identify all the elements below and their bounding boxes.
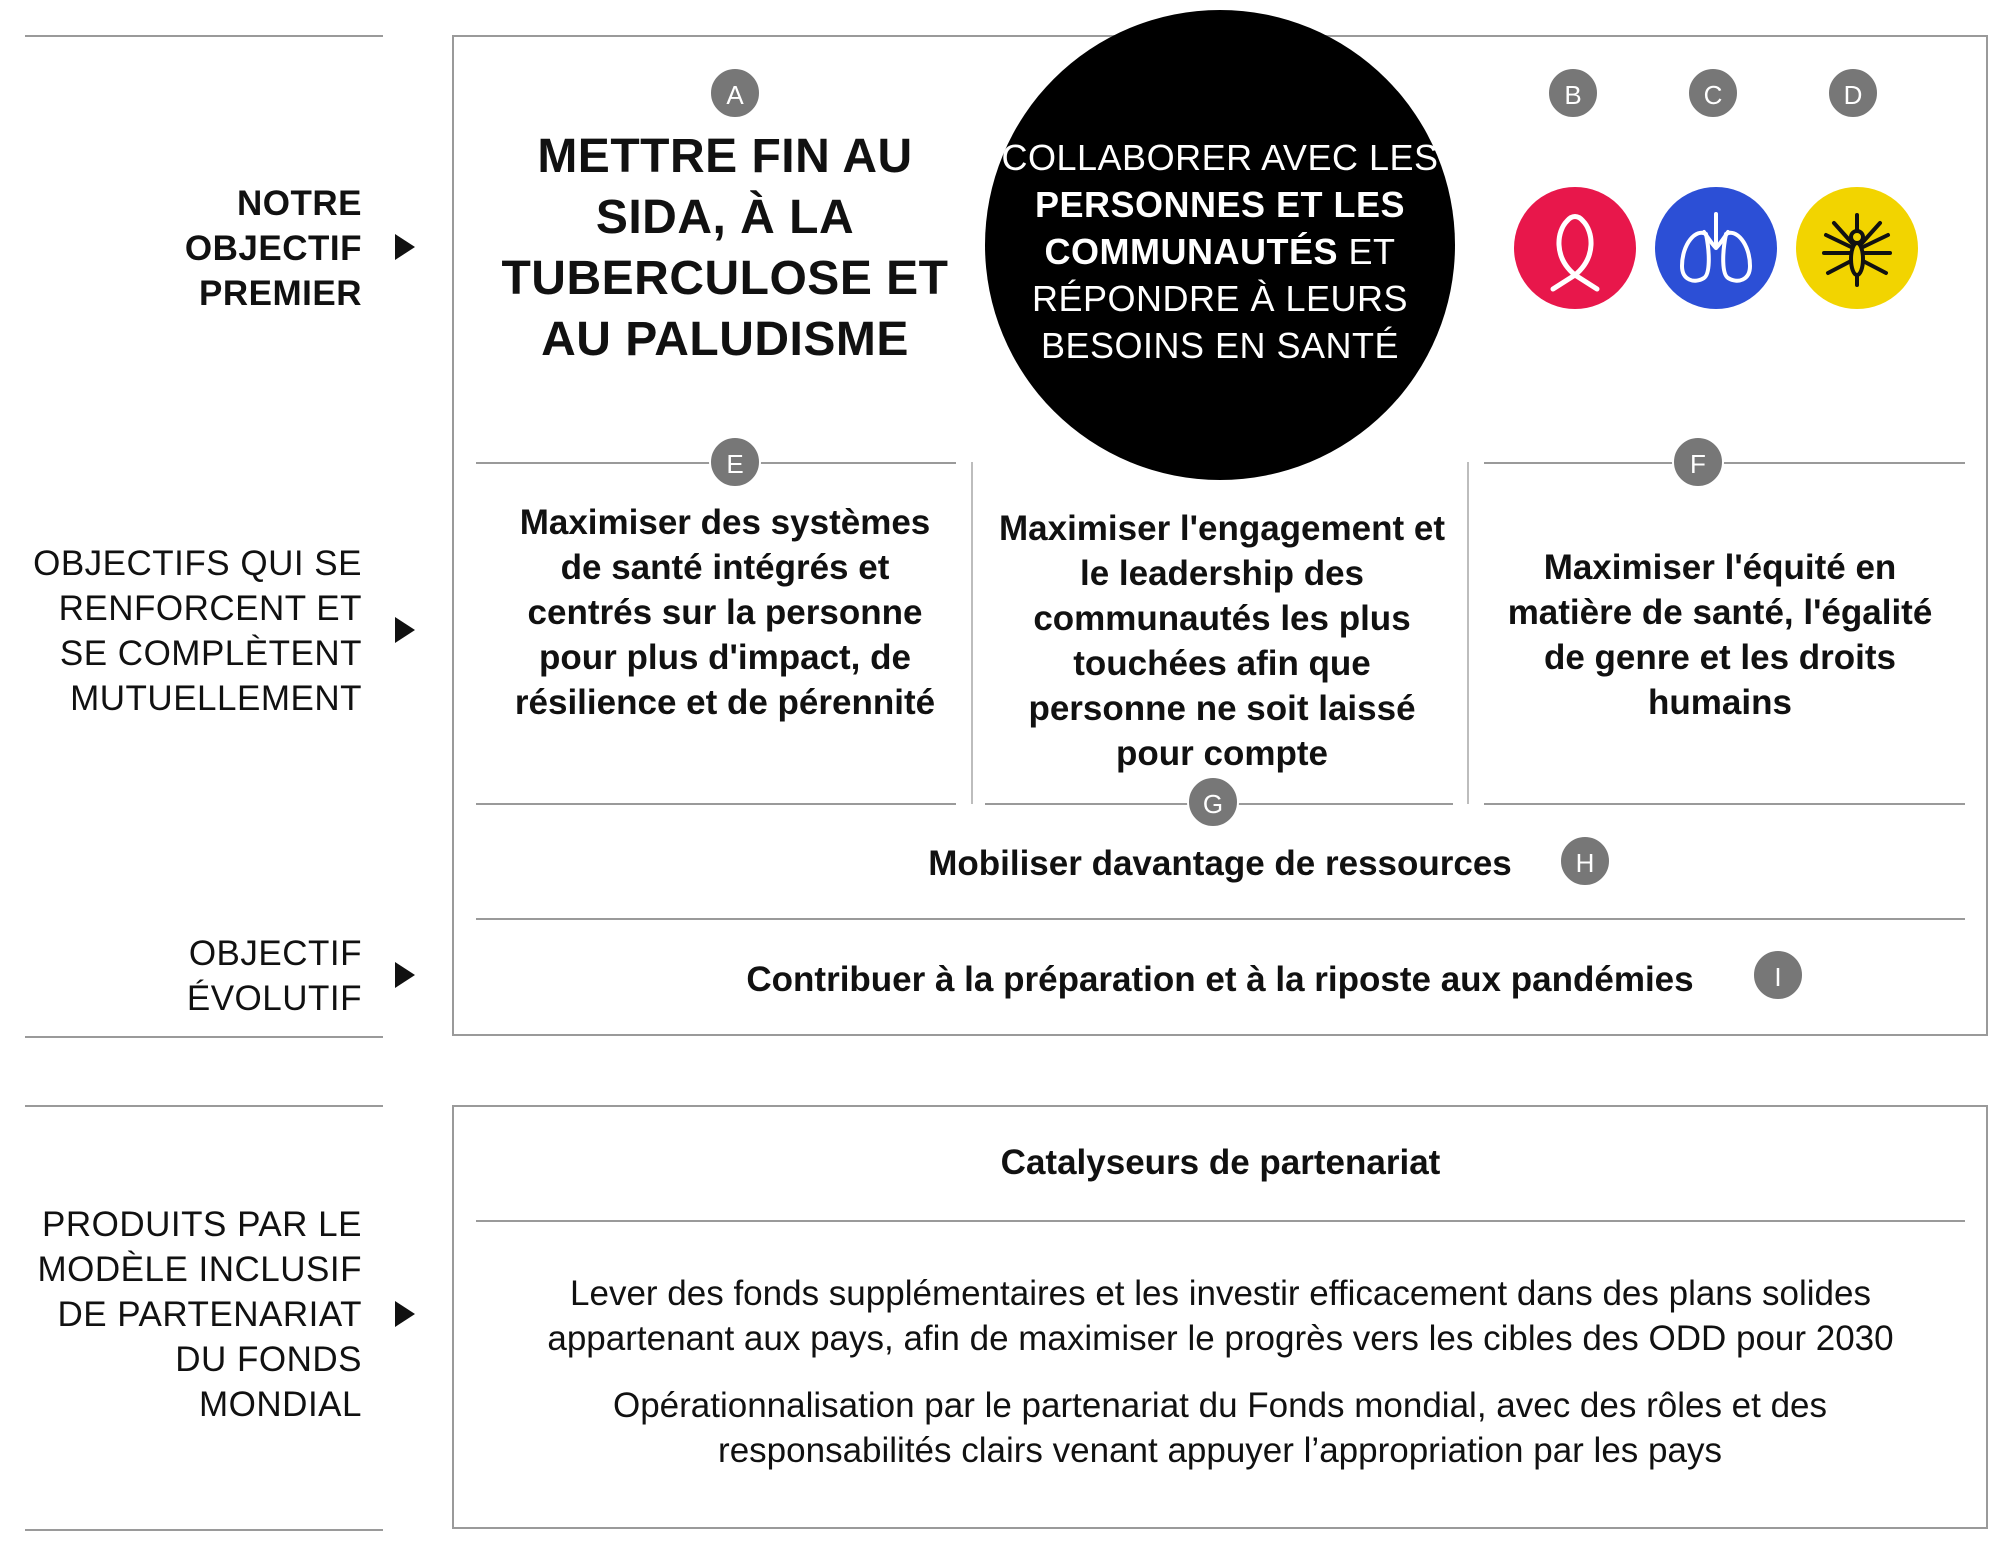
badge-g: G <box>1187 776 1239 828</box>
arrow-right-icon <box>395 962 415 988</box>
badge-e: E <box>709 436 761 488</box>
lungs-icon <box>1655 187 1777 309</box>
partnership-text-1: Lever des fonds supplémentaires et les investir efficacement dans des plans solides appartenant aux pays, afin de maximiser le progrès vers les cibles des ODD pour 2030 <box>547 1274 1894 1358</box>
objectives-bottom-divider-right <box>1484 803 1965 805</box>
objective-communities: Maximiser l'engagement et le leadership des communautés les plus touchées afin que personne ne soit laissé pour compte <box>999 509 1445 773</box>
label-primary-goal: NOTRE OBJECTIF PREMIER <box>184 184 362 313</box>
badge-i: I <box>1752 949 1804 1001</box>
pandemic-text: Contribuer à la préparation et à la riposte aux pandémies <box>746 960 1694 999</box>
left-divider-middle-1 <box>25 1036 383 1038</box>
label-evolving-goal: OBJECTIF ÉVOLUTIF <box>186 934 362 1018</box>
left-divider-middle-2 <box>25 1105 383 1107</box>
badge-d: D <box>1827 67 1879 119</box>
main-goal-title: METTRE FIN AU SIDA, À LA TUBERCULOSE ET AU PALUDISME <box>501 130 949 366</box>
badge-h: H <box>1559 835 1611 887</box>
badge-b: B <box>1547 67 1599 119</box>
objectives-bottom-divider-left <box>476 803 956 805</box>
arrow-right-icon <box>395 617 415 643</box>
objective-health-systems: Maximiser des systèmes de santé intégrés et centrés sur la personne pour plus d'impact, de résilience et de pérennité <box>514 503 936 722</box>
hiv-ribbon-icon <box>1514 187 1636 309</box>
center-circle-text-bold: PERSONNES ET LES COMMUNAUTÉS <box>1034 184 1406 272</box>
arrow-right-icon <box>395 1301 415 1327</box>
badge-f: F <box>1672 436 1724 488</box>
label-partnership-products: PRODUITS PAR LE MODÈLE INCLUSIF DE PARTENARIAT DU FONDS MONDIAL <box>37 1205 362 1424</box>
center-circle-text-2: ET RÉPONDRE À LEURS BESOINS EN SANTÉ <box>1031 231 1409 366</box>
center-circle-text-1: COLLABORER AVEC LES <box>1001 137 1439 178</box>
partnership-divider <box>476 1220 1965 1222</box>
resources-bottom-divider <box>476 918 1965 920</box>
partnership-text-2: Opérationnalisation par le partenariat du Fonds mondial, avec des rôles et des responsabilités clairs venant appuyer l’appropriation par les pays <box>612 1386 1828 1470</box>
resources-text: Mobiliser davantage de ressources <box>928 844 1512 883</box>
badge-c: C <box>1687 67 1739 119</box>
partnership-title: Catalyseurs de partenariat <box>1000 1143 1441 1182</box>
left-divider-bottom <box>25 1529 383 1531</box>
label-mutual-goals: OBJECTIFS QUI SE RENFORCENT ET SE COMPLÈTENT MUTUELLEMENT <box>33 544 362 718</box>
mosquito-icon <box>1796 187 1918 309</box>
center-circle-text <box>985 134 1455 369</box>
objective-equity: Maximiser l'équité en matière de santé, l'égalité de genre et les droits humains <box>1507 548 1933 722</box>
center-circle <box>985 10 1455 480</box>
badge-a: A <box>709 67 761 119</box>
objectives-top-divider-right <box>1484 462 1965 464</box>
arrow-right-icon <box>395 234 415 260</box>
column-divider-2 <box>1467 462 1469 804</box>
left-divider-top <box>25 35 383 37</box>
column-divider-1 <box>971 462 973 804</box>
